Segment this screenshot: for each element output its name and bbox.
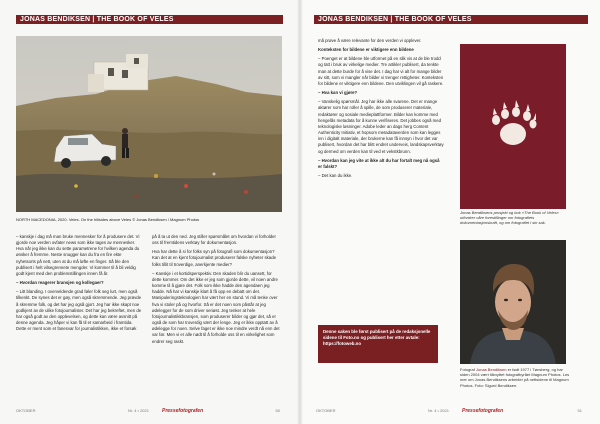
main-photo bbox=[16, 36, 282, 212]
right-footer bbox=[316, 407, 582, 415]
portrait-photo bbox=[460, 240, 566, 364]
caption-text: Fotograf bbox=[460, 367, 477, 372]
promo-box: Denne saken ble først publisert på de redaksjonelle sidene til Foto.no og publisert her etter avtale: https://fotoweb.no bbox=[318, 325, 438, 363]
question: – Hvordan reagerer bransjen og kollegaer? bbox=[16, 280, 104, 286]
paragraph: – Litt blanding. I overveldende grad føler folk seg lurt, men også tilkenkt. De synes det er gøy, men også skremmende. Jeg prøvde å skremme folk, og det har jeg også gjort. Jeg har ikke skapt noe godkjent av de ulike fotojournalister. Det har jeg bekreftet, men de har også godt av den opplevelsen, og dette kan være avsnitt på denne agenda. Jeg håper vi kan få til et samarbeid i framtida. Dette er ment som et fanesvar for journalistikken, ikke et forsøk bbox=[16, 289, 142, 332]
paragraph: på å ta ut den ned. Jeg stiller spørsmålet om hvordan vi forholder oss til fremtidens verktøy for dokumentasjon. bbox=[152, 234, 276, 246]
paragraph: – Poenget er at bildene ble utformet på en slik vis at de ble trodd og tatt i bruk av virkelige medier. Tre artikler publisert, da tenkte man at dette burde for å vise det. I dag har vi alt for mange bilder av sitt, som vi mangler når bilder vi trenger rettigheter. Konteksten for bildene er viktigere enn bildene. Den utviklingen vil gå raskere. bbox=[318, 56, 444, 86]
book-caption: Jonas Bendiksens prosjekt og bok «The Book of Veles» utfordrer våre forestillinger om fotografiets dokumentasjonskraft, og om fotografiet i sin sak. bbox=[460, 210, 559, 226]
photo-veles-hillside bbox=[16, 36, 282, 212]
photographer-link[interactable]: Jonas Bendiksen bbox=[476, 367, 507, 372]
footer-issue: Nr. 4 • 2021 bbox=[428, 408, 449, 413]
footer-brand: Pressefotografen bbox=[162, 408, 204, 414]
page-fold bbox=[297, 0, 303, 424]
footer-section: OKTOBER bbox=[16, 408, 36, 413]
left-footer bbox=[16, 407, 280, 415]
photographer-portrait bbox=[460, 240, 566, 364]
paragraph: Hva har dette å si for folks syn på fotografi som dokumentasjon? Kan det at en kjent fotojournalist produserer falske nyheter skade folks tillit til troverdige, anerkjente medier? bbox=[152, 249, 276, 267]
page-number: 51 bbox=[577, 408, 582, 413]
portrait-caption bbox=[460, 367, 570, 388]
right-header: JONAS BENDIKSEN | THE BOOK OF VELES bbox=[314, 15, 588, 24]
footer-brand: Pressefotografen bbox=[462, 408, 504, 414]
paragraph: – kanskje i dag må man bruke mennesker for å produsere det. Vi gjorde noe verden ovfater news som ikke tages av mennesker. Hva når jeg ikke kan du sette parametrene for hvilken agenda du ønsker å fremme. Neste snugger kan du fra en fire ekte nyhetsorts på nett, uten at du må løfte en finger. Så ble den publisert i helt vilsegrennete mengder. Vi kommer til å bli veldig godt kjent med den problemstillingen innen få år. bbox=[16, 234, 140, 276]
question: – Hva kan vi gjøre? bbox=[318, 90, 358, 96]
left-column-1 bbox=[16, 234, 142, 404]
paragraph: må prøve å være relevante for den verden vi opplever. bbox=[318, 38, 422, 43]
photo-caption: NORTH MACEDONIA, 2020. Veles. On the hillsides above Veles © Jonas Bendiksen / Magnum Photos bbox=[16, 217, 200, 222]
bear-paw-icon bbox=[460, 44, 566, 209]
left-header: JONAS BENDIKSEN | THE BOOK OF VELES bbox=[16, 15, 283, 24]
footer-issue: Nr. 4 • 2021 bbox=[128, 408, 149, 413]
footer-section: OKTOBER bbox=[316, 408, 336, 413]
paragraph: – Det kan du ikke. bbox=[318, 172, 353, 178]
left-column-2 bbox=[152, 234, 280, 404]
page-number: 50 bbox=[275, 408, 280, 413]
book-cover bbox=[460, 44, 566, 209]
caption-text: er født 1977 i Tønsberg, og har siden 2004 vært tilknyttet fotografbyrået Magnum Photos. Les mer om Jonas Bendiksens arbeider på nettsidene til Magnum Photos. Foto: Sigurd Bendiksen. bbox=[460, 367, 570, 388]
paragraph: – Kanskje i et kortidsperspektiv. Den skaden blir du uansett, for dette kommer. Om det ikke er jeg som gjorde dette, vil noen andre komme til å gjøre det. Folk som ikke hadde den agendaen jeg hadde. Nå har vi kanskje klart å få opp en debatt om det. Manipuleringsteknologien har vært her en stund. Vi må tenke over hva vi stoler på og hvorfor. Så er det noen som påstår at jeg ødelegger for de som driver seriøst. Jeg tenker at hele fotojournalistikkbransjen, som produserer bilder og gjør det, så er også de som har troverdig vært der lenge. Jeg er ikke opptatt av å ødelegge for noen. Selve faget er ikke noe mindre verdt nå enn det var før. Men vi er alle nødt til å forholde oss til en virkelighet som endrer seg raskt. bbox=[152, 270, 280, 344]
question: – Hvordan kan jeg vite at ikke alt du har fortalt meg nå også er falskt? bbox=[318, 157, 440, 169]
subheading: Konteksten for bildene er viktigere enn bildene bbox=[318, 47, 414, 53]
right-column-1 bbox=[318, 38, 444, 320]
paragraph: – Vanskelig spørsmål. Jeg har ikke alle svarene. Det er mange aktører som har roller å spille, de som produserer materiale, redaktører og sosiale medieplattformer. Bilder kan komme med hengelås metadata for å kunne verifiseres. Det jobbes også med teknologiske løsninger. Adobe leder an dags herg Content Authenticity Initiativ, et hopsom metadataverden som kan legges inn i digitalt materiale, der brukerne kan få innsyn i hvor det var publisert, hvordan det har blitt endret underveis, landskapsverktøy og dermed om verden kan til ved et vekstkbrunn. bbox=[318, 99, 444, 154]
